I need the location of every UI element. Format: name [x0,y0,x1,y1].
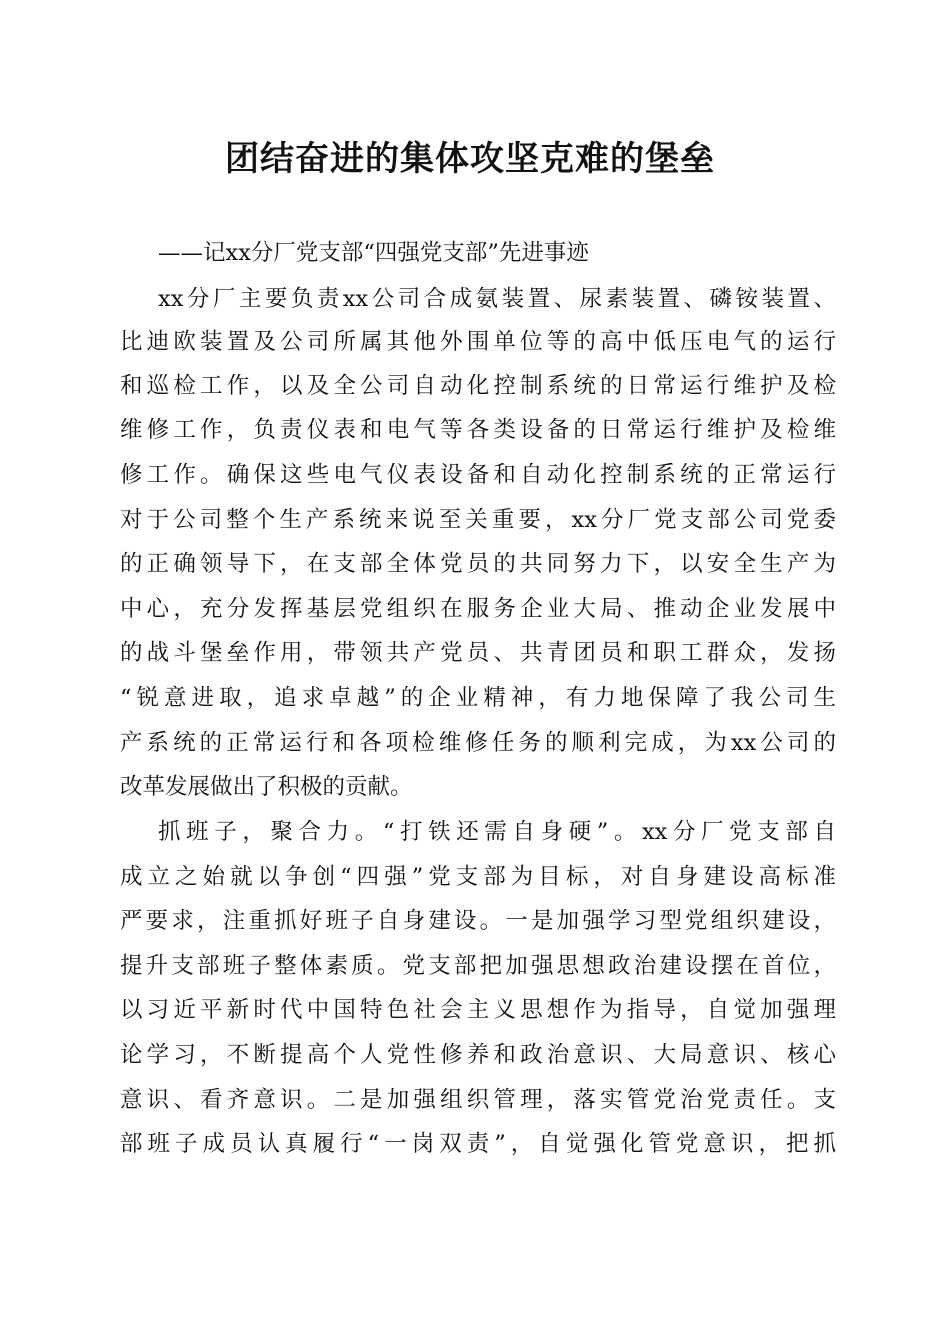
document-title: 团结奋进的集体攻坚克难的堡垒 [225,139,715,179]
paragraph-line: 抓班子，聚合力。“打铁还需自身硬”。xx分厂党支部自 [158,819,836,845]
document-subtitle: ——记xx分厂党支部“四强党支部”先进事迹 [158,240,589,266]
paragraph-line: 部班子成员认真履行“一岗双责”，自觉强化管党意识，把抓 [120,1131,836,1157]
paragraph-line: 的正确领导下，在支部全体党员的共同努力下，以安全生产为 [120,551,836,577]
paragraph-line: 比迪欧装置及公司所属其他外围单位等的高中低压电气的运行 [120,329,836,355]
paragraph-line: “锐意进取，追求卓越”的企业精神，有力地保障了我公司生 [120,685,836,711]
paragraph-line: 严要求，注重抓好班子自身建设。一是加强学习型党组织建设， [120,908,836,934]
paragraph-line: 维修工作，负责仪表和电气等各类设备的日常运行维护及检维 [120,417,836,443]
paragraph-line: 中心，充分发挥基层党组织在服务企业大局、推动企业发展中 [120,596,836,622]
paragraph-line: 意识、看齐意识。二是加强组织管理，落实管党治党责任。支 [120,1087,836,1113]
paragraph-line: 对于公司整个生产系统来说至关重要，xx分厂党支部公司党委 [120,507,836,533]
paragraph-line: xx分厂主要负责xx公司合成氨装置、尿素装置、磷铵装置、 [158,286,836,312]
paragraph-line: 改革发展做出了积极的贡献。 [120,774,413,800]
paragraph-line: 和巡检工作，以及全公司自动化控制系统的日常运行维护及检 [120,373,836,399]
paragraph-line: 论学习，不断提高个人党性修养和政治意识、大局意识、核心 [120,1042,836,1068]
paragraph-line: 修工作。确保这些电气仪表设备和自动化控制系统的正常运行 [120,462,836,488]
paragraph-line: 成立之始就以争创“四强”党支部为目标，对自身建设高标准 [120,864,836,890]
paragraph-line: 的战斗堡垒作用，带领共产党员、共青团员和职工群众，发扬 [120,640,836,666]
paragraph-line: 产系统的正常运行和各项检维修任务的顺利完成，为xx公司的 [120,730,836,756]
paragraph-line: 以习近平新时代中国特色社会主义思想作为指导，自觉加强理 [120,997,836,1023]
paragraph-line: 提升支部班子整体素质。党支部把加强思想政治建设摆在首位， [120,953,836,979]
